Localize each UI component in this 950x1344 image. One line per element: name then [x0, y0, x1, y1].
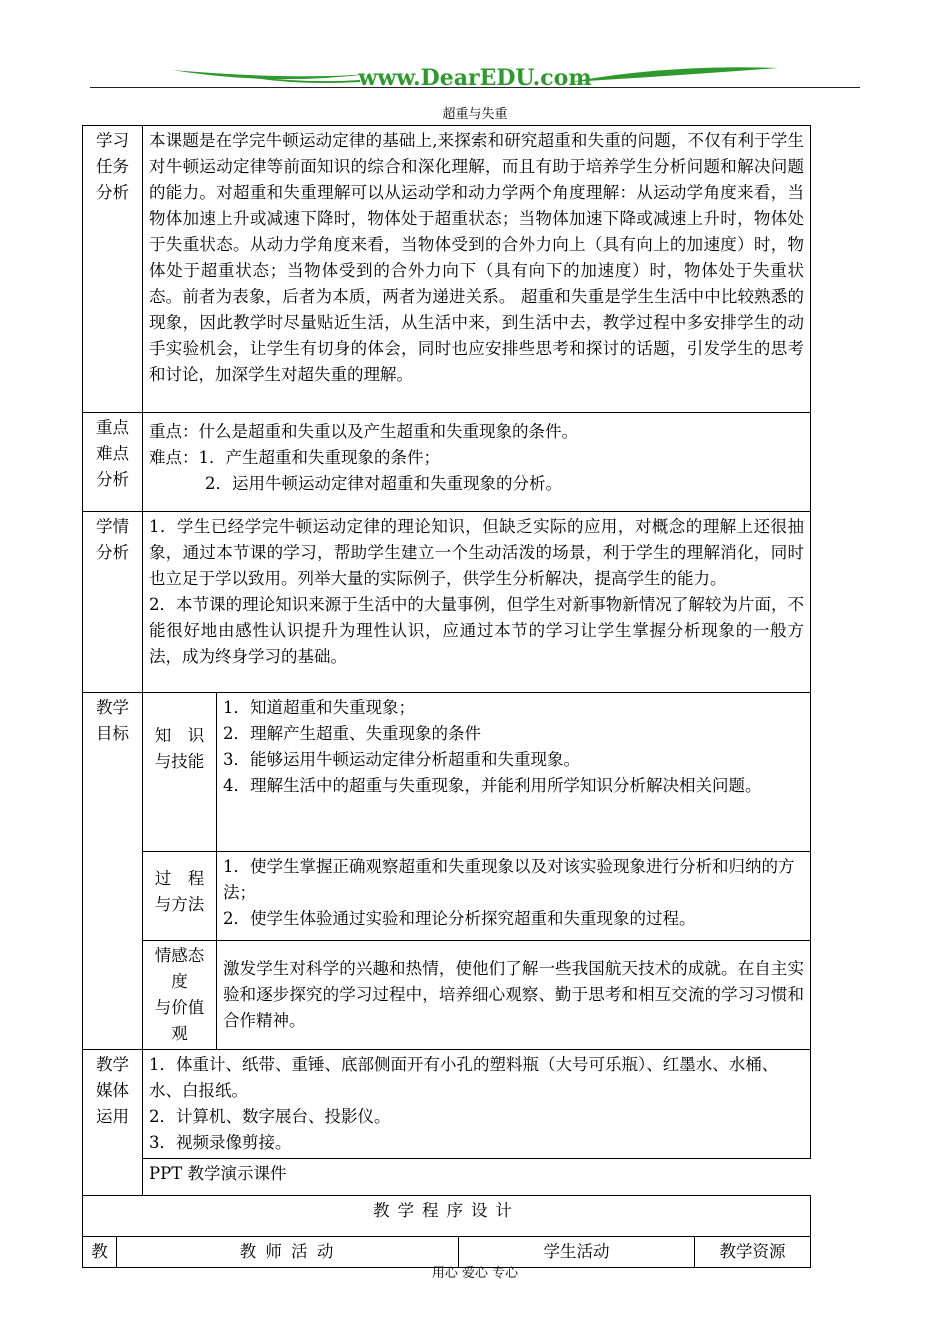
- process-item: 2．使学生体验通过实验和理论分析探究超重和失重现象的过程。: [223, 909, 696, 928]
- row-task-analysis: [83, 126, 811, 413]
- label-teaching-goals: 教学 目标: [83, 693, 143, 1050]
- row-media: [83, 1050, 811, 1159]
- program-design-title: 教学程序设计: [83, 1196, 811, 1237]
- knowledge-item: 1．知道超重和失重现象；: [223, 698, 415, 717]
- header-rule: [90, 87, 860, 88]
- media-items: [143, 1050, 811, 1159]
- logo-text: www.DearEDU.com: [358, 65, 592, 91]
- learner-paragraph-2: 2．本节课的理论知识来源于生活中的大量事例，但学生对新事物新情况了解较为片面，不能很好地由感性认识提升为理性认识，应通过本节的学习让学生掌握分析现象的一般方法，成为终身学习的基础。: [149, 595, 804, 666]
- row-learner-analysis: [83, 512, 811, 693]
- difficulty-line-2: 2．运用牛顿运动定律对超重和失重现象的分析。: [205, 474, 562, 493]
- logo-swoosh-left: [172, 70, 370, 79]
- knowledge-item: 2．理解产生超重、失重现象的条件: [223, 724, 481, 743]
- media-item: 1．体重计、纸带、重锤、底部侧面开有小孔的塑料瓶（大号可乐瓶）、红墨水、水桶、水、白报纸。: [149, 1055, 779, 1100]
- label-knowledge-skills: 知 识 与技能: [143, 693, 217, 852]
- lesson-plan-table: [82, 125, 811, 1268]
- col-header-stage: 教: [83, 1237, 117, 1268]
- key-point-line: 重点：什么是超重和失重以及产生超重和失重现象的条件。: [149, 422, 578, 441]
- row-key-points: [83, 413, 811, 512]
- row-goals-emotion: [83, 941, 811, 1050]
- deare-du-logo: [170, 60, 780, 96]
- media-item: 2．计算机、数字展台、投影仪。: [149, 1107, 391, 1126]
- row-program-title: [83, 1196, 811, 1237]
- difficulty-line: 难点：1．产生超重和失重现象的条件；: [149, 448, 440, 467]
- row-goals-knowledge: [83, 693, 811, 852]
- knowledge-item: 3．能够运用牛顿运动定律分析超重和失重现象。: [223, 750, 580, 769]
- col-header-teacher-activity: 教 师 活 动: [117, 1237, 459, 1268]
- row-media-ppt: [83, 1159, 811, 1196]
- process-goals: [217, 852, 811, 941]
- key-points-content: [143, 413, 811, 512]
- label-media-use: 教学 媒体 运用: [83, 1050, 143, 1196]
- label-emotion-values: 情感态 度 与价值 观: [143, 941, 217, 1050]
- media-ppt: PPT 教学演示课件: [143, 1159, 811, 1196]
- logo-swoosh-right: [570, 67, 778, 82]
- label-learner-analysis: 学情 分析: [83, 512, 143, 693]
- media-item: 3．视频录像剪接。: [149, 1133, 292, 1152]
- emotion-goals: 激发学生对科学的兴趣和热情，使他们了解一些我国航天技术的成就。在自主实验和逐步探究的学习过程中，培养细心观察、勤于思考和相互交流的学习习惯和合作精神。: [217, 941, 811, 1050]
- learner-analysis-content: [143, 512, 811, 693]
- learner-paragraph-1: 1．学生已经学完牛顿运动定律的理论知识，但缺乏实际的应用，对概念的理解上还很抽象，通过本节课的学习，帮助学生建立一个生动活泼的场景，利于学生的理解消化，同时也立足于学以致用。列举大量的实际例子，供学生分析解决，提高学生的能力。: [149, 517, 804, 588]
- page-footer: 用心 爱心 专心: [431, 1266, 519, 1281]
- col-header-student-activity: 学生活动: [459, 1237, 695, 1268]
- document-title: 超重与失重: [442, 107, 508, 122]
- knowledge-goals: [217, 693, 811, 852]
- row-goals-process: [83, 852, 811, 941]
- label-process-method: 过 程 与方法: [143, 852, 217, 941]
- label-key-points: 重点 难点 分析: [83, 413, 143, 512]
- label-task-analysis: 学习 任务 分析: [83, 126, 143, 413]
- task-analysis-text: 本课题是在学完牛顿运动定律的基础上,来探索和研究超重和失重的问题，不仅有利于学生对牛顿运动定律等前面知识的综合和深化理解，而且有助于培养学生分析问题和解决问题的能力。对超重和失重理解可以从运动学和动力学两个角度理解：从运动学角度来看，当物体加速上升或减速下降时，物体处于超重状态；当物体加速下降或减速上升时，物体处于失重状态。从动力学角度来看，当物体受到的合外力向上（具有向上的加速度）时，物体处于超重状态；当物体受到的合外力向下（具有向下的加速度）时，物体处于失重状态。前者为表象，后者为本质，两者为递进关系。 超重和失重是学生生活中中比较熟悉的现象，因此教学时尽量贴近生活，从生活中来，到生活中去，教学过程中多安排学生的动手实验机会，让学生有切身的体会，同时也应安排些思考和探讨的话题，引发学生的思考和讨论，加深学生对超失重的理解。: [143, 126, 811, 413]
- knowledge-item: 4．理解生活中的超重与失重现象，并能利用所学知识分析解决相关问题。: [223, 776, 762, 795]
- col-header-resources: 教学资源: [695, 1237, 811, 1268]
- process-item: 1．使学生掌握正确观察超重和失重现象以及对该实验现象进行分析和归纳的方法；: [223, 857, 795, 902]
